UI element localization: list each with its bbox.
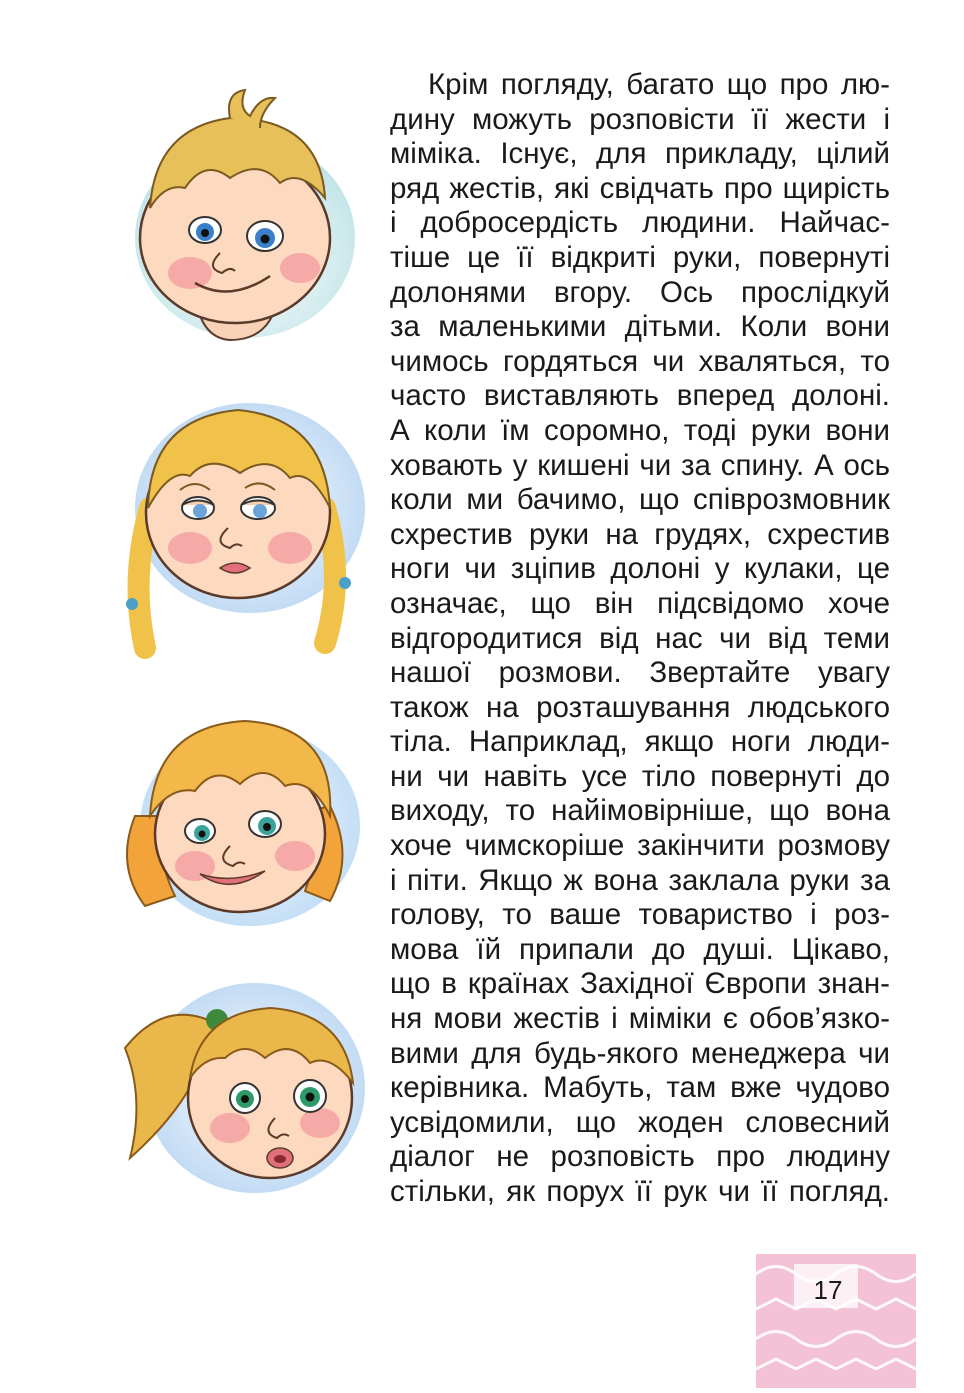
- text-line: чимось гордяться чи хваляться, то: [390, 344, 890, 378]
- text-line: усвідомили, що жоден словесний: [390, 1105, 890, 1139]
- sad-girl-face-icon: [110, 378, 365, 663]
- text-line: схрестив руки на грудях, схрестив: [390, 517, 890, 551]
- text-line: А коли їм соромно, тоді руки вони: [390, 413, 890, 447]
- surprised-girl-illustration: [105, 958, 370, 1203]
- text-line: часто виставляють вперед долоні.: [390, 379, 890, 413]
- text-line: ни чи навіть усе тіло повернуті до: [390, 759, 890, 793]
- text-line: хоче чимскоріше закінчити розмову: [390, 829, 890, 863]
- text-line: виходу, то найімовірніше, що вона: [390, 794, 890, 828]
- text-line: також на розташування людського: [390, 690, 890, 724]
- article-text: [390, 68, 890, 1210]
- text-line: і піти. Якщо ж вона заклала руки за: [390, 863, 890, 897]
- text-line: коли ми бачимо, що співрозмовник: [390, 483, 890, 517]
- text-line: діалог не розповість про людину: [390, 1140, 890, 1174]
- text-line: міміка. Існує, для прикладу, цілий: [390, 137, 890, 171]
- text-line: голову, то ваше товариство і роз-: [390, 898, 890, 932]
- text-line: за маленькими дітьми. Коли вони: [390, 310, 890, 344]
- text-line: що в країнах Західної Європи знан-: [390, 967, 890, 1001]
- happy-boy-face-icon: [110, 88, 360, 348]
- text-line: мова їй припали до душі. Цікаво,: [390, 932, 890, 966]
- text-line: тіше це її відкриті руки, повернуті: [390, 240, 890, 274]
- text-line: Крім погляду, багато що про лю-: [428, 68, 890, 101]
- text-line: долонями вгору. Ось прослідкуй: [390, 275, 890, 309]
- text-line: відгородитися від нас чи від теми: [390, 621, 890, 655]
- surprised-girl-face-icon: [105, 958, 370, 1203]
- text-line: ховають у кишені чи за спину. А ось: [390, 448, 890, 482]
- text-line: ноги чи зціпив долоні у кулаки, це: [390, 552, 890, 586]
- text-line: нашої розмови. Звертайте увагу: [390, 656, 890, 690]
- page-number: 17: [813, 1275, 843, 1305]
- text-line: тіла. Наприклад, якщо ноги люди-: [390, 725, 890, 759]
- text-line: вими для будь-якого менеджера чи: [390, 1036, 890, 1070]
- text-line: ряд жестів, які свідчать про щирість: [390, 171, 890, 205]
- text-line: і добросердість людини. Найчас-: [390, 206, 890, 240]
- happy-boy-illustration: [110, 88, 360, 348]
- smiling-girl-illustration: [105, 706, 365, 936]
- text-line: ня мови жестів і міміки є обов’язко-: [390, 1002, 890, 1036]
- text-line: стільки, як порух її рук чи її погляд.: [390, 1175, 890, 1208]
- text-line: керівника. Мабуть, там вже чудово: [390, 1071, 890, 1105]
- text-line: означає, що він підсвідомо хоче: [390, 586, 890, 620]
- sad-girl-illustration: [110, 378, 365, 663]
- smiling-girl-face-icon: [105, 706, 365, 936]
- text-line: дину можуть розповісти її жести і: [390, 102, 890, 136]
